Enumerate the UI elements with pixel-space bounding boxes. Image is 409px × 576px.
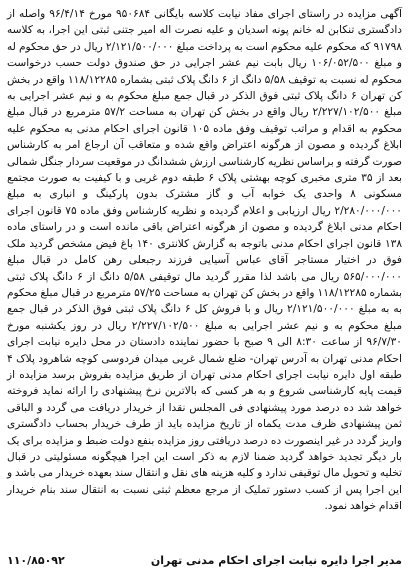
notice-code: ۱۱۰/۸۵۰۹۲ (7, 554, 65, 567)
auction-notice-body: آگهی مزایده در راستای اجرای مفاد نیابت کلاسه بایگانی ۹۵۰۶۸۴ مورخ ۹۶/۴/۱۴ واصله از دادگستری تنکابن له خانم پونه اسدیان و علیه نصرت اله امیر جتنی ثبتی این اجرا، به کلاسه ۹۱۷۹۸ که محکوم علیه محکوم است به پرداخت مبلغ ۲/۱۲۱/۵۰۰/۰۰۰ ریال در حق محکوم له و مبلغ ۱۰۶/۰۵۲/۵۰۰ ریال بابت نیم عشر اجرایی در حق صندوق دولت حسب درخواست محکوم له نسبت به توقیف ۵/۵۸ دانگ از ۶ دانگ پلاک ثبتی بشماره ۱۱۸/۱۲۲۸۵ واقع در بخش کن تهران ۶ دانگ پلاک ثبتی فوق الذکر در قبال جمع مبلغ محکوم به و نیم عشر اجرایی به مبلغ ۲/۲۲۷/۱۰۲/۵۰۰ ریال واقع در بخش کن تهران به مساحت ۵۷/۲ مترمربع در قبال مبلغ محکوم به اقدام و مراتب توقیف وفق ماده ۱۰۵ قانون اجرای احکام مدنی به محکوم علیه ابلاغ گردیده و مصون از هرگونه اعتراض واقع شده و متعاقب آن ارجاع امر به کارشناس صورت گرفته و براساس نظریه کارشناسی ارزش ششدانگ در موقعیت سردار جنگل شمالی بعد از ۳۵ متری مخبری کوچه بهشتی پلاک ۶ طبقه دوم غربی و با کیفیت به صورت مجتمع مسکونی ۸ واحدی یک خوابه آب و گاز مشترک بدون پارکینگ و انباری به مبلغ ۲/۲۸۰/۰۰۰/۰۰۰ ریال ارزیابی و اعلام گردیده و نظریه کارشناس وفق ماده ۷۵ قانون اجرای احکام مدنی ابلاغ گردیده و مصون از هرگونه اعتراض باقی مانده است و در راستای ماده ۱۳۸ قانون اجرای احکام مدنی باتوجه به گزارش کلانتری ۱۴۰ باغ فیض مشخص گردید ملک فوق در اختیار مستاجر آقای عباس آسیایی فرزند رجبعلی رهن کامل در قبال مبلغ ۵۶۵/۰۰۰/۰۰۰ ریال می باشد لذا مقرر گردید مال توقیفی ۵/۵۸ دانگ از ۶ دانگ پلاک ثبتی بشماره ۱۱۸/۱۲۲۸۵ واقع در بخش کن تهران به مساحت ۵۷/۲۵ مترمربع در قبال مبلغ محکوم به به مبلغ ۲/۱۲۱/۵۰۰/۰۰۰ ریال و با فروش کل ۶ دانگ پلاک ثبتی فوق الذکر در قبال جمع مبلغ محکوم به و نیم عشر اجرایی به مبلغ ۲/۲۲۷/۱۰۲/۵۰۰ ریال در روز یکشنبه مورخ ۹۶/۷/۳۰ از ساعت ۸:۳۰ الی ۹ صبح با حضور نماینده دادستان در محل دایره نیابت اجرای احکام مدنی تهران به آدرس تهران- ضلع شمال غربی میدان فردوسی کوچه شاهرود پلاک ۴ طبقه اول دایره نیابت اجرای احکام مدنی تهران از طریق مزایده بفروش برسد مزایده از قیمت پایه کارشناسی شروع و به هر کسی که بالاترین نرخ پیشنهادی را ارائه نماید فروخته خواهد شد ده درصد مورد پیشنهادی فی المجلس نقدا از خریدار دریافت می گردد و الباقی ثمن پیشنهادی ظرف مدت یکماه از تاریخ مزایده باید از طرف خریدار بحساب دادگستری واریز گردد در غیر اینصورت ده درصد دریافتی روز مزایده بنفع دولت ضبط و مزایده برای یک بار دیگر تجدید خواهد گردید ضمنا لازم به ذکر است این اجرا هیچگونه مسئولیتی در قبال تخلیه و تحویل مال توقیفی ندارد و کلیه هزینه های نقل و انتقال سند بعهده خریدار می باشد و این اجرا پس از کسب دستور تملیک از مرجع معظم ثبتی نسبت به انتقال سند بنام خریدار اقدام خواهد نمود. (7, 8, 403, 513)
notice-signature: مدیر اجرا دایره نیابت اجرای احکام مدنی تهران (150, 554, 402, 567)
notice-footer (7, 553, 402, 569)
